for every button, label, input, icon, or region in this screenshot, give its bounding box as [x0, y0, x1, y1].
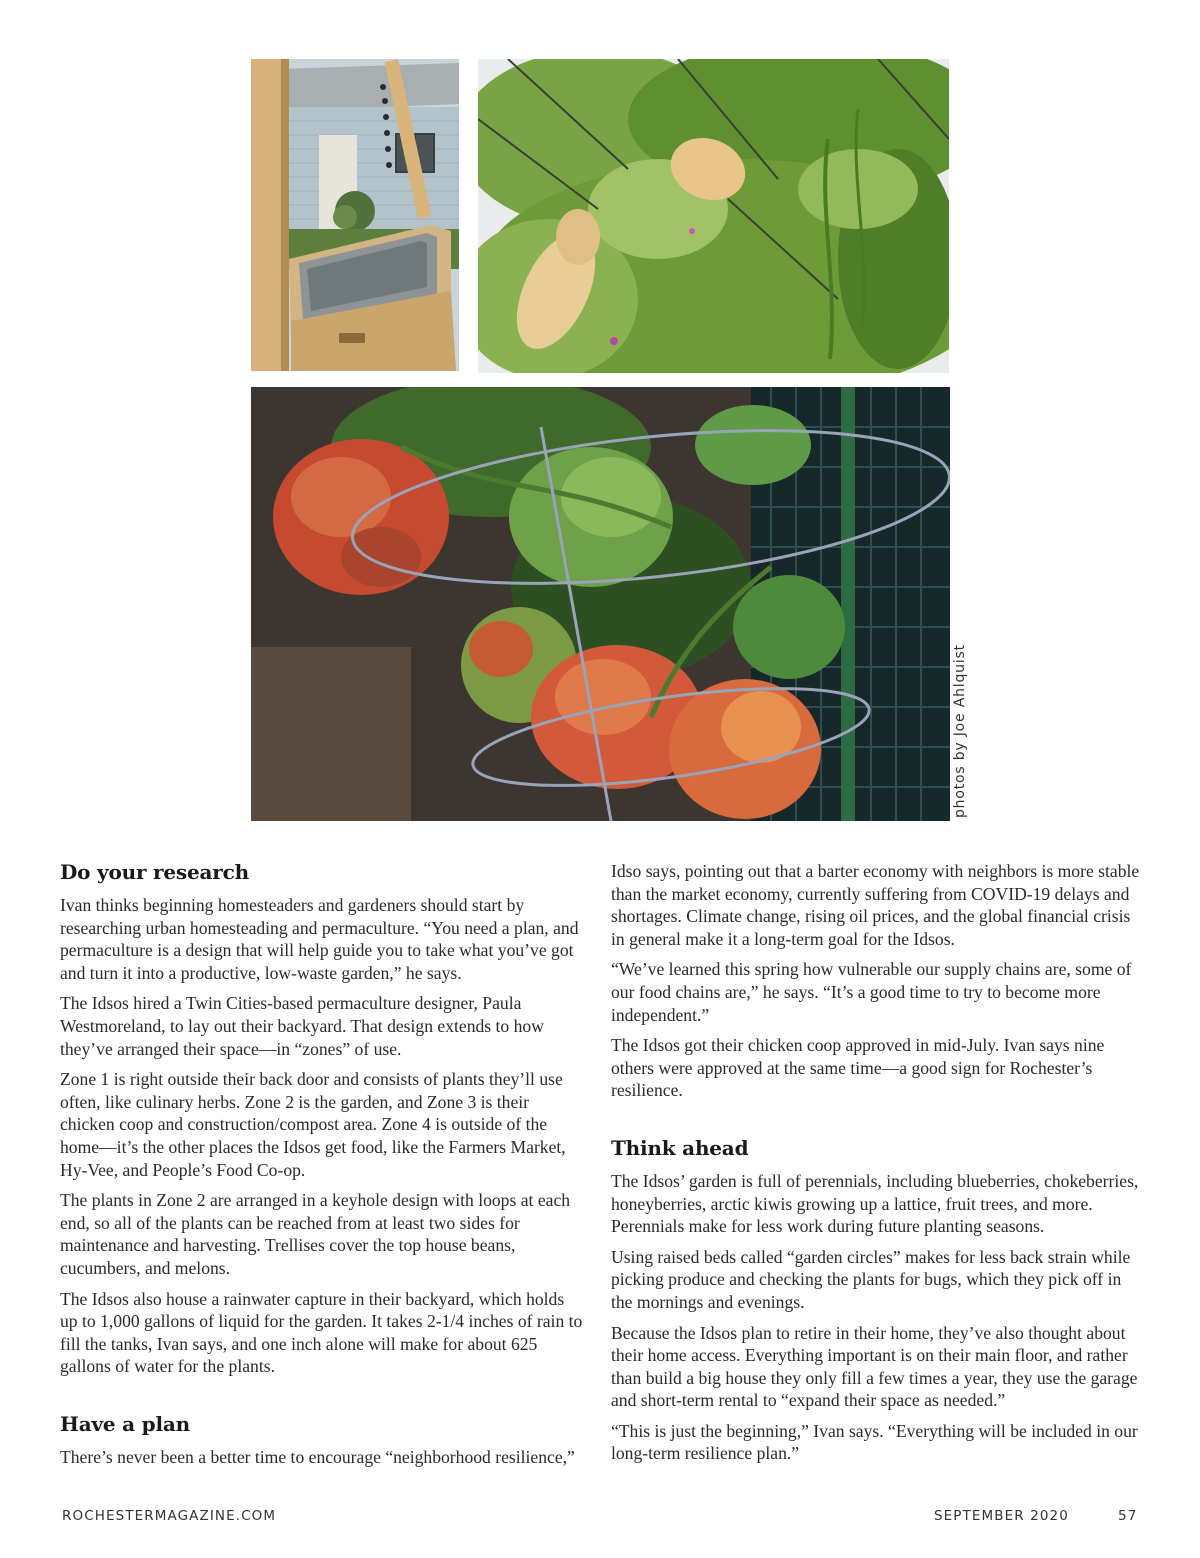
footer-issue-date: SEPTEMBER 2020: [934, 1508, 1069, 1524]
paragraph: Ivan thinks beginning homesteaders and gardeners should start by researching urban homesteading and permaculture. “You need a plan, and permaculture is a design that will help guide you to take what you’ve got and turn it into a productive, low-waste garden,” he says.: [60, 895, 579, 983]
paragraph: Because the Idsos plan to retire in their home, they’ve also thought about their home access. Everything important is on their main floor, and rather than build a big house they only fill a few times a year, they use the garage and short-term rental to “expand their space as needed.”: [611, 1322, 1138, 1411]
paragraph: The Idsos’ garden is full of perennials, including blueberries, chokeberries, honeyberries, arctic kiwis growing up a lattice, fruit trees, and more. Perennials make for less work during future planting seasons.: [611, 1170, 1139, 1237]
paragraph: “We’ve learned this spring how vulnerable our supply chains are, some of our food chains are,” he says. “It’s a good time to try to become more independent.”: [611, 959, 1132, 1025]
heading-do-your-research: Do your research: [60, 860, 249, 884]
paragraph: Zone 1 is right outside their back door and consists of plants they’ll use often, like culinary herbs. Zone 2 is the garden, and Zone 3 is their chicken coop and construction/compost area. Zone 4 is outside of the home—it’s the other places the Idsos get food, like the Farmers Market, Hy-Vee, and People’s Food Co-op.: [60, 1069, 566, 1180]
paragraph: The Idsos also house a rainwater capture in their backyard, which holds up to 1,000 gallons of liquid for the garden. It takes 2-1/4 inches of rain to fill the tanks, Ivan says, and one inch alone will make for about 625 gallons of water for the plants.: [60, 1288, 583, 1377]
heading-think-ahead: Think ahead: [611, 1135, 749, 1160]
left-column: [60, 860, 585, 1476]
squash-photo: [478, 59, 949, 373]
paragraph: Using raised beds called “garden circles” makes for less back strain while picking produce and checking the plants for bugs, which they pick off in the mornings and evenings.: [611, 1246, 1131, 1312]
paragraph: The Idsos got their chicken coop approved in mid-July. Ivan says nine others were approved at the same time—a good sign for Rochester’s resilience.: [611, 1035, 1105, 1101]
footer-website: ROCHESTERMAGAZINE.COM: [62, 1508, 277, 1524]
tomatoes-photo: [251, 387, 950, 821]
paragraph: There’s never been a better time to encourage “neighborhood resilience,”: [60, 1446, 575, 1467]
paragraph: Idso says, pointing out that a barter economy with neighbors is more stable than the market economy, currently suffering from COVID-19 delays and shortages. Climate change, rising oil prices, and the global financial crisis in general make it a long-term goal for the Idsos.: [611, 861, 1140, 949]
footer-page-number: 57: [1118, 1508, 1138, 1524]
right-column: [611, 860, 1141, 1473]
heading-have-a-plan: Have a plan: [60, 1411, 190, 1436]
paragraph: “This is just the beginning,” Ivan says. “Everything will be included in our long-term resilience plan.”: [611, 1420, 1138, 1464]
paragraph: The Idsos hired a Twin Cities-based permaculture designer, Paula Westmoreland, to lay out their backyard. That design extends to how they’ve arranged their space—in “zones” of use.: [60, 993, 544, 1059]
raised-bed-photo: [251, 59, 459, 371]
paragraph: The plants in Zone 2 are arranged in a keyhole design with loops at each end, so all of the plants can be reached from at least two sides for maintenance and harvesting. Trellises cover the top house beans, cucumbers, and melons.: [60, 1190, 571, 1278]
photo-credit: photos by Joe Ahlquist: [952, 644, 968, 818]
